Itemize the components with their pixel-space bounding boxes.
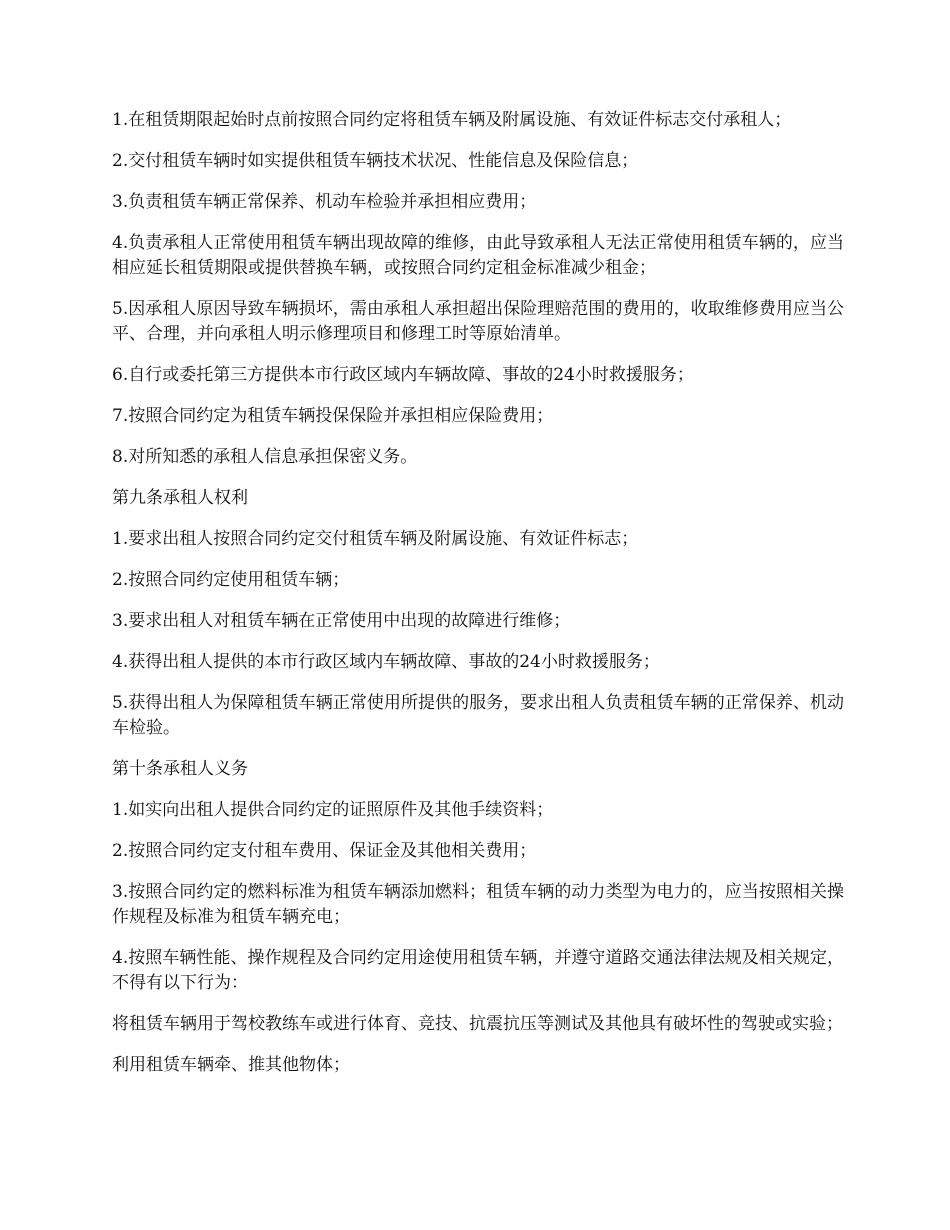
paragraph-lessee-obligation-1: 1.如实向出租人提供合同约定的证照原件及其他手续资料；	[112, 800, 554, 820]
section-heading-article-9: 第九条承租人权利	[112, 488, 248, 508]
paragraph-prohibited-act-1: 将租赁车辆用于驾校教练车或进行体育、竞技、抗震抗压等测试及其他具有破坏性的驾驶或实验；	[112, 1014, 843, 1034]
paragraph-lessee-right-2: 2.按照合同约定使用租赁车辆；	[112, 570, 350, 590]
paragraph-lessee-right-1: 1.要求出租人按照合同约定交付租赁车辆及附属设施、有效证件标志；	[112, 529, 639, 549]
paragraph-lessor-obligation-4: 4.负责承租人正常使用租赁车辆出现故障的维修，由此导致承租人无法正常使用租赁车辆的，应当相应延长租赁期限或提供替换车辆，或按照合同约定租金标准减少租金；	[112, 233, 844, 278]
paragraph-lessor-obligation-3: 3.负责租赁车辆正常保养、机动车检验并承担相应费用；	[112, 192, 537, 212]
paragraph-lessor-obligation-1: 1.在租赁期限起始时点前按照合同约定将租赁车辆及附属设施、有效证件标志交付承租人；	[112, 110, 792, 130]
section-heading-article-10: 第十条承租人义务	[112, 759, 248, 779]
paragraph-lessee-right-5: 5.获得出租人为保障租赁车辆正常使用所提供的服务，要求出租人负责租赁车辆的正常保养、机动车检验。	[112, 693, 844, 738]
paragraph-lessor-obligation-6: 6.自行或委托第三方提供本市行政区域内车辆故障、事故的24小时救援服务；	[112, 365, 694, 385]
paragraph-lessor-obligation-7: 7.按照合同约定为租赁车辆投保保险并承担相应保险费用；	[112, 406, 554, 426]
paragraph-lessor-obligation-8: 8.对所知悉的承租人信息承担保密义务。	[112, 447, 418, 467]
paragraph-lessor-obligation-2: 2.交付租赁车辆时如实提供租赁车辆技术状况、性能信息及保险信息；	[112, 151, 639, 171]
paragraph-lessee-right-3: 3.要求出租人对租赁车辆在正常使用中出现的故障进行维修；	[112, 611, 571, 631]
paragraph-prohibited-act-2: 利用租赁车辆牵、推其他物体；	[112, 1055, 350, 1075]
paragraph-lessee-obligation-2: 2.按照合同约定支付租车费用、保证金及其他相关费用；	[112, 841, 537, 861]
paragraph-lessee-right-4: 4.获得出租人提供的本市行政区域内车辆故障、事故的24小时救援服务；	[112, 652, 660, 672]
paragraph-lessor-obligation-5: 5.因承租人原因导致车辆损坏，需由承租人承担超出保险理赔范围的费用的，收取维修费用应当公平、合理，并向承租人明示修理项目和修理工时等原始清单。	[112, 299, 844, 344]
paragraph-lessee-obligation-4: 4.按照车辆性能、操作规程及合同约定用途使用租赁车辆，并遵守道路交通法律法规及相关规定，不得有以下行为：	[112, 948, 844, 993]
paragraph-lessee-obligation-3: 3.按照合同约定的燃料标准为租赁车辆添加燃料；租赁车辆的动力类型为电力的，应当按照相关操作规程及标准为租赁车辆充电；	[112, 882, 844, 927]
